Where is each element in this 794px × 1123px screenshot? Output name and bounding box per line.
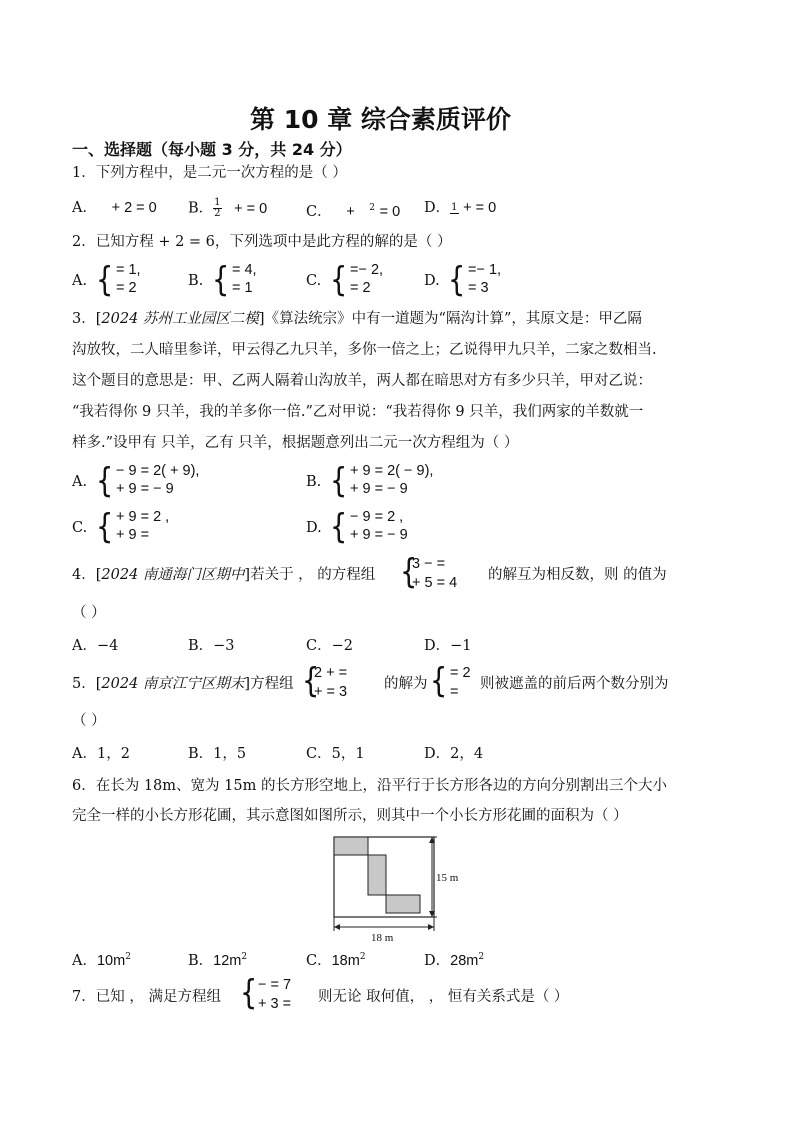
q5-brace-2: { (430, 661, 448, 701)
q2-b-eq1: = 4, (232, 262, 257, 278)
q1-a-expr: + 2 = 0 (111, 200, 157, 216)
q4-option-d: D．−1 (424, 638, 472, 654)
q3-d-eq1: − 9 = 2 , (350, 509, 404, 525)
page-title: 第 10 章 综合素质评价 (250, 105, 511, 134)
q1-a-label: A． (72, 200, 97, 216)
q3-b-eq1: + 9 = 2( − 9), (350, 463, 434, 479)
q3-c-brace: { (96, 507, 114, 547)
q6-line-2: 完全一样的小长方形花圃，其示意图如图所示，则其中一个小长方形花圃的面积为（ ） (72, 808, 628, 824)
q7-stem-a: 7．已知 ， 满足方程组 (72, 989, 221, 1005)
q2-stem: 2．已知方程 + 2 = 6，下列选项中是此方程的解的是（ ） (72, 234, 452, 250)
q3-c-label: C. (72, 520, 88, 536)
q3-source: 2024 苏州工业园区二模 (101, 311, 259, 327)
q2-a-eq2: = 2 (116, 280, 137, 296)
q1-b-fraction (213, 198, 221, 219)
q4-source: 2024 南通海门区期中 (101, 567, 245, 583)
q1-d-label: D． (424, 200, 451, 216)
q6-a-value: 10m (96, 952, 126, 969)
q5-sol1: = 2 (450, 665, 471, 681)
q4-bracket-open: 4．[ (72, 567, 102, 583)
q2-a-brace: { (96, 260, 114, 300)
q2-c-eq2: = 2 (350, 280, 371, 296)
q3-line-3: 这个题目的意思是：甲、乙两人隔着山沟放羊，两人都在暗思对方有多少只羊，甲对乙说： (72, 373, 652, 389)
q6-a-sup: 2 (125, 952, 131, 962)
q6-line-1: 6．在长为 18m、宽为 15m 的长方形空地上，沿平行于长方形各边的方向分别割出三个大小 (72, 778, 667, 794)
q1-stem: 1．下列方程中，是二元一次方程的是（ ） (72, 165, 347, 181)
q3-a-eq1: − 9 = 2( + 9), (116, 463, 200, 479)
q1-d-fraction (450, 203, 458, 214)
q1-option-c (306, 198, 400, 222)
q6-b-label: B． (188, 952, 214, 969)
q2-a-label: A. (72, 273, 88, 289)
q6-c-label: C． (306, 952, 332, 969)
q2-b-eq2: = 1 (232, 280, 253, 296)
q4-option-b: B．−3 (188, 638, 235, 654)
q2-b-label: B. (188, 273, 204, 289)
q1-c-tail: = 0 (379, 203, 401, 220)
q5-stem-a (72, 674, 294, 694)
q5-eq1: 2 + = (314, 665, 348, 681)
q5-option-c: C．5，1 (306, 746, 365, 762)
q6-d-value: 28m (450, 952, 479, 969)
q5-paren: （ ） (72, 713, 106, 729)
q3-line-1 (72, 309, 642, 329)
q5-eq2: + = 3 (314, 684, 348, 700)
q4-eq2: + 5 = 4 (412, 575, 458, 591)
q1-b-den: 2 (214, 208, 221, 219)
q7-eq2: + 3 = (258, 996, 292, 1012)
q5-option-d: D．2，4 (424, 746, 484, 762)
q2-a-eq1: = 1, (116, 262, 141, 278)
q4-option-c: C．−2 (306, 638, 353, 654)
q2-c-eq1: =− 2, (350, 262, 384, 278)
q3-line-4: “我若得你 9 只羊，我的羊多你一倍.”乙对甲说：“我若得你 9 只羊，我们两家的羊数就一 (72, 404, 644, 420)
q5-mid: 的解为 (384, 676, 428, 692)
q4-stem-a (72, 565, 375, 585)
q7-stem-b: 则无论 取何值， ， 恒有关系式是（ ） (318, 989, 569, 1005)
q6-plot-1 (334, 837, 368, 855)
q6-c-sup: 2 (359, 952, 366, 962)
section-heading: 一、选择题（每小题 3 分，共 24 分） (72, 140, 352, 159)
q3-a-label: A. (72, 474, 88, 490)
q1-c-expr: + (346, 203, 355, 220)
q1-option-a (72, 198, 157, 218)
q5-stem-b: ]方程组 (244, 676, 294, 692)
q1-d-num: 1 (451, 201, 458, 213)
q1-b-label: B． (188, 200, 214, 217)
q6-b-sup: 2 (241, 952, 248, 962)
q3-line-1-b: ]《算法统宗》中有一道题为“隔沟计算”，其原文是：甲乙隔 (258, 311, 642, 327)
q2-d-brace: { (448, 260, 466, 300)
q6-option-c (306, 947, 366, 971)
q3-b-brace: { (330, 461, 348, 501)
q4-option-a: A．−4 (72, 638, 119, 654)
q6-height-label: 15 m (436, 872, 459, 884)
q6-a-label: A． (72, 952, 97, 969)
q3-c-eq1: + 9 = 2 , (116, 509, 170, 525)
q5-stem-c: 则被遮盖的前后两个数分别为 (480, 676, 669, 692)
q6-figure (325, 833, 470, 943)
q1-d-expr: + = 0 (463, 200, 497, 216)
q4-brace: { (400, 552, 418, 592)
q6-c-value: 18m (331, 952, 360, 969)
q2-c-label: C. (306, 273, 322, 289)
q1-b-num: 1 (214, 197, 221, 208)
q3-a-eq2: + 9 = − 9 (116, 481, 174, 497)
q1-b-expr: + = 0 (234, 200, 268, 217)
q3-a-brace: { (96, 461, 114, 501)
q6-plot-3 (386, 895, 420, 913)
q1-option-d (424, 198, 496, 218)
q3-c-eq2: + 9 = (116, 527, 150, 543)
q6-option-a (72, 947, 131, 971)
q6-width-label: 18 m (371, 932, 394, 943)
q3-d-eq2: + 9 = − 9 (350, 527, 408, 543)
q3-b-label: B. (306, 474, 322, 490)
q5-brace-1: { (302, 661, 320, 701)
q3-d-brace: { (330, 507, 348, 547)
q4-paren: （ ） (72, 605, 106, 621)
q6-b-value: 12m (213, 952, 242, 969)
q3-line-1-a: 3．[ (72, 311, 102, 327)
q4-stem-b: ]若关于 ， 的方程组 (244, 567, 376, 583)
q6-d-sup: 2 (478, 952, 485, 962)
q5-bracket-open: 5．[ (72, 676, 102, 692)
q1-c-label: C． (306, 203, 332, 220)
q6-option-d (424, 947, 484, 971)
q3-d-label: D. (306, 520, 322, 536)
q5-option-a: A．1，2 (72, 746, 130, 762)
q5-option-b: B．1，5 (188, 746, 247, 762)
q6-option-b (188, 947, 247, 971)
q2-d-eq2: = 3 (468, 280, 489, 296)
q1-option-b (188, 198, 267, 219)
q4-eq1: 3 − = (412, 556, 446, 572)
q2-d-label: D. (424, 273, 440, 289)
q2-d-eq1: =− 1, (468, 262, 502, 278)
q7-brace: { (240, 973, 258, 1013)
q3-line-5: 样多.”设甲有 只羊，乙有 只羊，根据题意列出二元一次方程组为（ ） (72, 435, 519, 451)
q5-sol2: = (450, 684, 459, 700)
q6-plot-2 (368, 855, 386, 895)
q3-b-eq2: + 9 = − 9 (350, 481, 408, 497)
q2-c-brace: { (330, 260, 348, 300)
q7-eq1: − = 7 (258, 977, 292, 993)
q3-line-2: 沟放牧，二人暗里参详，甲云得乙九只羊，多你一倍之上；乙说得甲九只羊，二家之数相当. (72, 342, 657, 358)
q6-d-label: D． (424, 952, 451, 969)
q1-c-sup: 2 (369, 203, 376, 213)
q4-stem-c: 的解互为相反数，则 的值为 (488, 567, 667, 583)
q2-b-brace: { (212, 260, 230, 300)
q5-source: 2024 南京江宁区期末 (101, 676, 245, 692)
